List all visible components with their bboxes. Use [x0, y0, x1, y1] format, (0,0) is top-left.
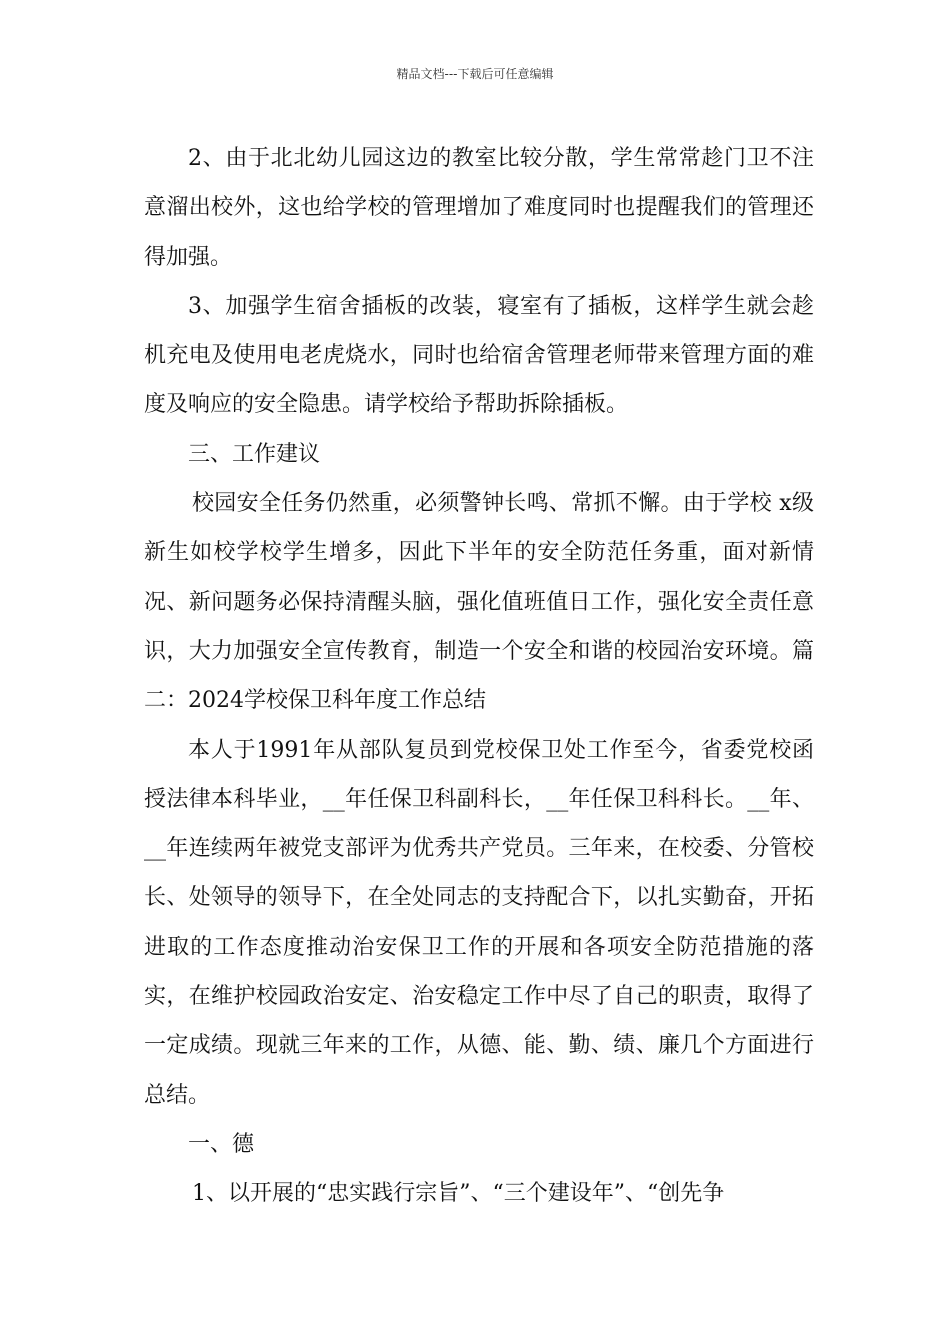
- paragraph-virtue-1: 1、以开展的“忠实践行宗旨”、“三个建设年”、“创先争: [192, 1181, 725, 1207]
- paragraph-item-3: 3、加强学生宿舍插板的改装，寝室有了插板，这样学生就会趁机充电及使用电老虎烧水，同时也给宿舍管理老师带来管理方面的难度及响应的安全隐患。请学校给予帮助拆除插板。: [144, 293, 814, 418]
- document-body: [144, 134, 814, 1219]
- paragraph-suggestions: 校园安全任务仍然重，必须警钟长鸣、常抓不懈。由于学校 x级新生如校学校学生增多，因此下半年的安全防范任务重，面对新情况、新问题务必保持清醒头脑，强化值班值日工作，强化安全责任意识，大力加强安全宣传教育，制造一个安全和谐的校园治安环境。篇二：2024学校保卫科年度工作总结: [144, 491, 814, 714]
- paragraph-personal-summary: 本人于1991年从部队复员到党校保卫处工作至今，省委党校函授法律本科毕业，__年任保卫科副科长，__年任保卫科科长。__年、__年连续两年被党支部评为优秀共产党员。三年来，在校委、分管校长、处领导的领导下，在全处同志的支持配合下，以扎实勤奋，开拓进取的工作态度推动治安保卫工作的开展和各项安全防范措施的落实，在维护校园政治安定、治安稳定工作中尽了自己的职责，取得了一定成绩。现就三年来的工作，从德、能、勤、绩、廉几个方面进行总结。: [144, 737, 814, 1108]
- section-heading-suggestions: 三、工作建议: [188, 441, 321, 467]
- section-heading-virtue: 一、德: [188, 1131, 255, 1157]
- paragraph-item-2: 2、由于北北幼儿园这边的教室比较分散，学生常常趁门卫不注意溜出校外，这也给学校的管理增加了难度同时也提醒我们的管理还得加强。: [144, 146, 814, 270]
- page-header: 精品文档---下载后可任意编辑: [396, 67, 554, 81]
